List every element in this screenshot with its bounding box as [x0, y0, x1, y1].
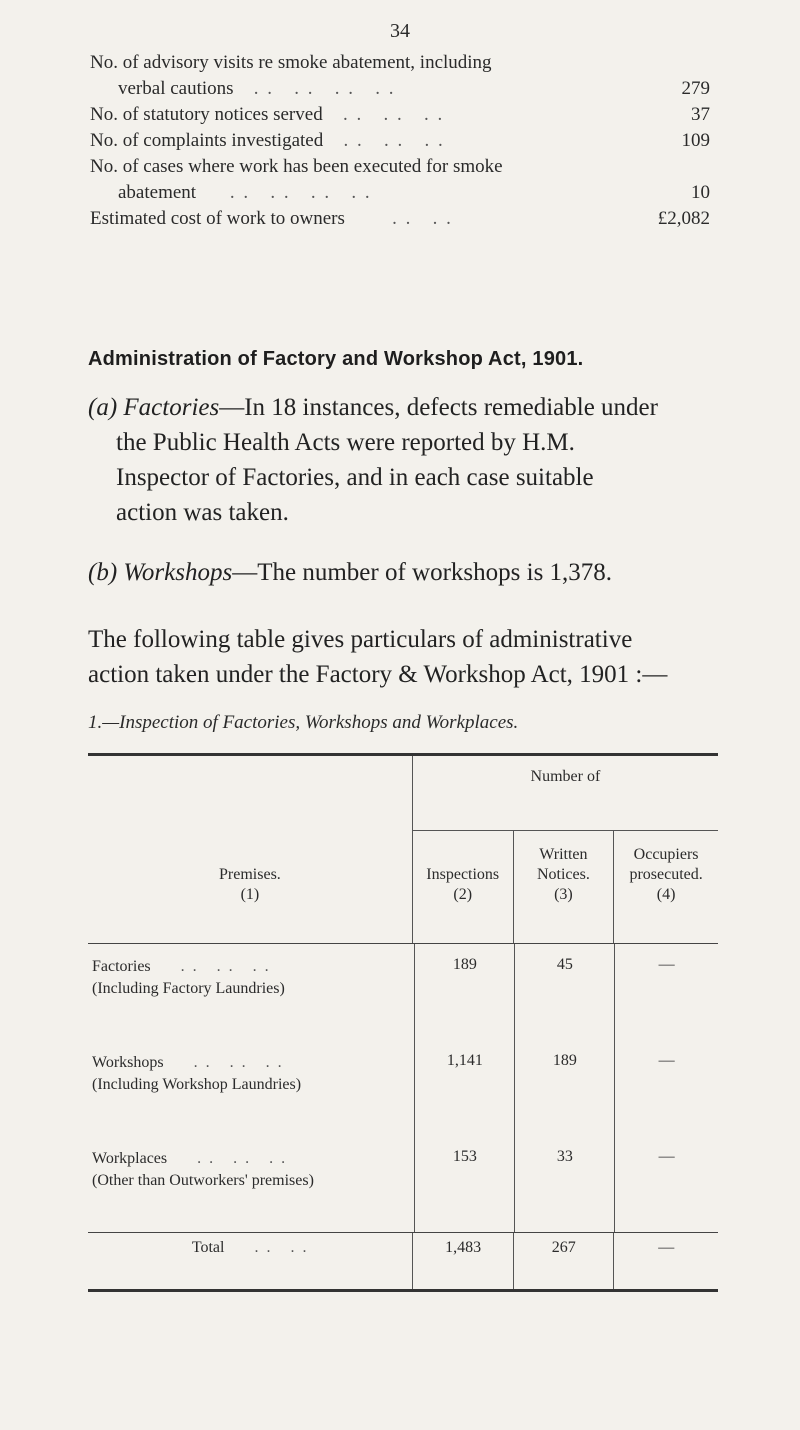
stat-cost-value: £2,082	[657, 208, 710, 229]
stat-notices: No. of statutory notices served . . . . . . 37	[90, 102, 710, 128]
section-heading: Administration of Factory and Workshop Act, 1901.	[88, 348, 584, 370]
header-number-of: Number of	[412, 756, 718, 831]
workshops-title: Workshops	[123, 559, 233, 586]
paragraph-workshops: (b) Workshops—The number of workshops is 1,378.	[88, 559, 613, 586]
table-row: Factories . . . . . . (Including Factory Laundries) 189 45 —	[88, 944, 718, 1040]
header-inspections: Inspections (2)	[412, 831, 513, 944]
header-written-notices: Written Notices. (3)	[513, 831, 614, 944]
table-row: Workplaces . . . . . . (Other than Outworkers' premises) 153 33 —	[88, 1136, 718, 1232]
stat-advisory-value: 279	[681, 78, 710, 99]
page-number: 34	[390, 20, 410, 42]
table-row-total: Total . . . . 1,483 267 —	[88, 1233, 718, 1289]
header-occupiers-prosecuted: Occupiers prosecuted. (4)	[614, 831, 718, 944]
smoke-abatement-stats	[90, 50, 710, 232]
stat-complaints: No. of complaints investigated . . . . . . 109	[90, 128, 710, 154]
paragraph-factories: (a) Factories—In 18 instances, defects remediable under the Public Health Acts were reported by H.M. Inspector of Factories, and in each case suitable action was taken.	[88, 394, 658, 526]
stat-cost: Estimated cost of work to owners . . . . £2,082	[90, 206, 710, 232]
paragraph-table-intro: The following table gives particulars of administrative action taken under the Factory & Workshop Act, 1901 :—	[88, 626, 668, 688]
inspection-table	[88, 753, 718, 1292]
factories-title: Factories	[123, 394, 220, 421]
table-caption: 1.—Inspection of Factories, Workshops and Workplaces.	[88, 712, 519, 733]
stat-advisory: verbal cautions . . . . . . . . 279	[90, 76, 710, 102]
stat-cases-line1: No. of cases where work has been executed for smoke	[90, 156, 503, 177]
table-row: Workshops . . . . . . (Including Workshop Laundries) 1,141 189 —	[88, 1040, 718, 1136]
stat-notices-value: 37	[691, 104, 710, 125]
stat-cases: abatement . . . . . . . . 10	[90, 180, 710, 206]
stat-advisory-line1: No. of advisory visits re smoke abatement, including	[90, 52, 492, 73]
table-bottom-rule	[88, 1289, 718, 1292]
stat-complaints-value: 109	[681, 130, 710, 151]
stat-cases-value: 10	[691, 182, 710, 203]
header-premises: Premises. (1)	[219, 865, 281, 903]
